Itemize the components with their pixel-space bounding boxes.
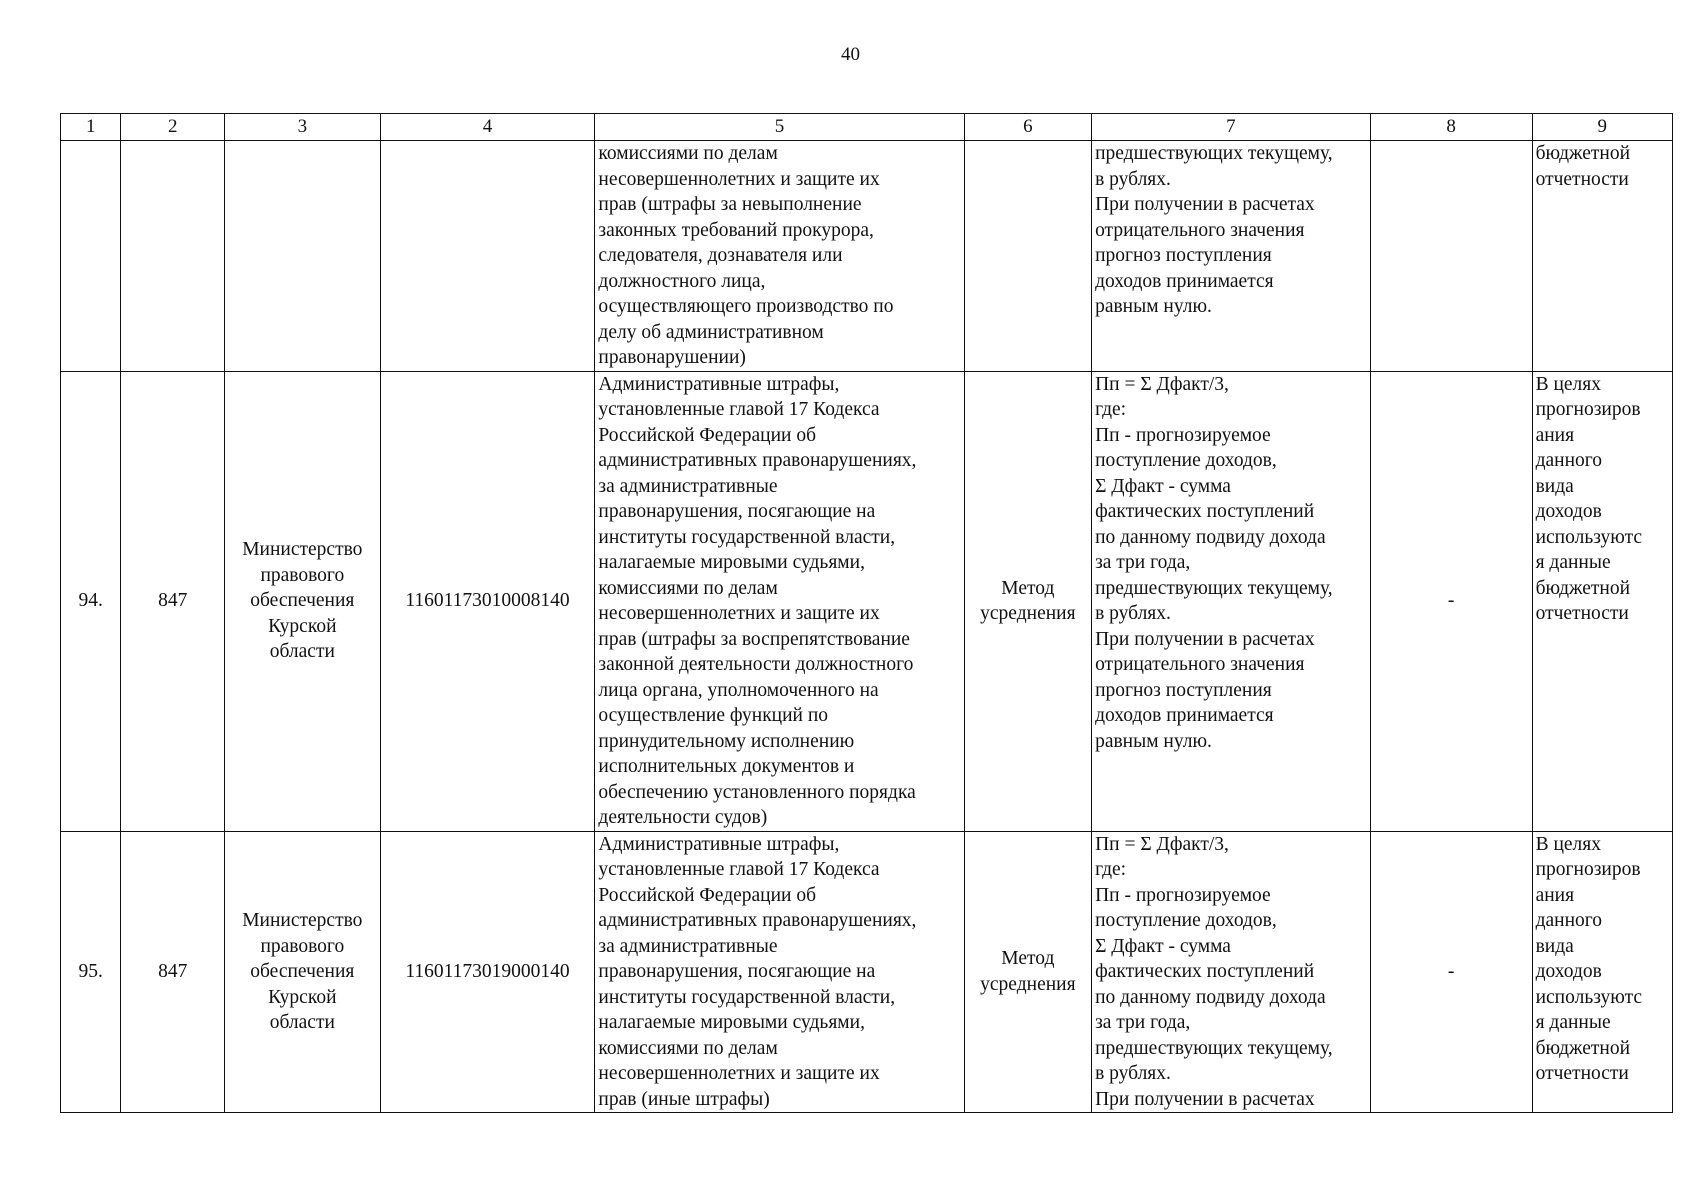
- admin-code: 847: [121, 371, 225, 831]
- table-row: [61, 141, 1673, 372]
- revenue-name: комиссиями по делам несовершеннолетних и защите их прав (штрафы за невыполнение законных требований прокурора, следователя, дознавателя или должностного лица, осуществляющего производство по делу об административном правонарушении): [595, 141, 964, 372]
- column-8-value: -: [1370, 831, 1532, 1113]
- column-8-value: -: [1370, 371, 1532, 831]
- header-cell: 9: [1532, 114, 1672, 141]
- forecast-formula: Пп = Σ Дфакт/3, где: Пп - прогнозируемое поступление доходов, Σ Дфакт - сумма фактических поступлений по данному подвиду дохода за три года, предшествующих текущему, в рублях. При получении в расчетах: [1092, 831, 1371, 1113]
- forecast-formula: предшествующих текущему, в рублях. При получении в расчетах отрицательного значения прогноз поступления доходов принимается равным нулю.: [1092, 141, 1371, 372]
- admin-code: [121, 141, 225, 372]
- forecast-formula: Пп = Σ Дфакт/3, где: Пп - прогнозируемое поступление доходов, Σ Дфакт - сумма фактических поступлений по данному подвиду дохода за три года, предшествующих текущему, в рублях. При получении в расчетах отрицательного значения прогноз поступления доходов принимается равным нулю.: [1092, 371, 1371, 831]
- admin-code: 847: [121, 831, 225, 1113]
- data-source: В целях прогнозиров ания данного вида доходов используютс я данные бюджетной отчетности: [1532, 371, 1672, 831]
- header-cell: 6: [964, 114, 1091, 141]
- header-cell: 5: [595, 114, 964, 141]
- kbk-code: 11601173010008140: [380, 371, 595, 831]
- data-source: В целях прогнозиров ания данного вида доходов используютс я данные бюджетной отчетности: [1532, 831, 1672, 1113]
- header-cell: 1: [61, 114, 121, 141]
- row-number: 95.: [61, 831, 121, 1113]
- header-cell: 7: [1092, 114, 1371, 141]
- table-row: [61, 371, 1673, 831]
- header-cell: 8: [1370, 114, 1532, 141]
- table-row: [61, 831, 1673, 1113]
- revenue-name: Административные штрафы, установленные главой 17 Кодекса Российской Федерации об административных правонарушениях, за административные правонарушения, посягающие на институты государственной власти, налагаемые мировыми судьями, комиссиями по делам несовершеннолетних и защите их прав (штрафы за воспрепятствование законной деятельности должностного лица органа, уполномоченного на осуществление функций по принудительному исполнению исполнительных документов и обеспечению установленного порядка деятельности судов): [595, 371, 964, 831]
- row-number: 94.: [61, 371, 121, 831]
- header-cell: 2: [121, 114, 225, 141]
- forecast-method: [964, 141, 1091, 372]
- table-header-row: [61, 114, 1673, 141]
- forecast-method: Метод усреднения: [964, 831, 1091, 1113]
- forecast-method: Метод усреднения: [964, 371, 1091, 831]
- data-source: бюджетной отчетности: [1532, 141, 1672, 372]
- header-cell: 4: [380, 114, 595, 141]
- row-number: [61, 141, 121, 372]
- kbk-code: 11601173019000140: [380, 831, 595, 1113]
- kbk-code: [380, 141, 595, 372]
- ministry-name: Министерство правового обеспечения Курской области: [225, 371, 380, 831]
- revenue-forecast-table: [60, 113, 1673, 1113]
- page-number: 40: [841, 44, 860, 65]
- ministry-name: Министерство правового обеспечения Курской области: [225, 831, 380, 1113]
- column-8-value: [1370, 141, 1532, 372]
- ministry-name: [225, 141, 380, 372]
- header-cell: 3: [225, 114, 380, 141]
- revenue-name: Административные штрафы, установленные главой 17 Кодекса Российской Федерации об административных правонарушениях, за административные правонарушения, посягающие на институты государственной власти, налагаемые мировыми судьями, комиссиями по делам несовершеннолетних и защите их прав (иные штрафы): [595, 831, 964, 1113]
